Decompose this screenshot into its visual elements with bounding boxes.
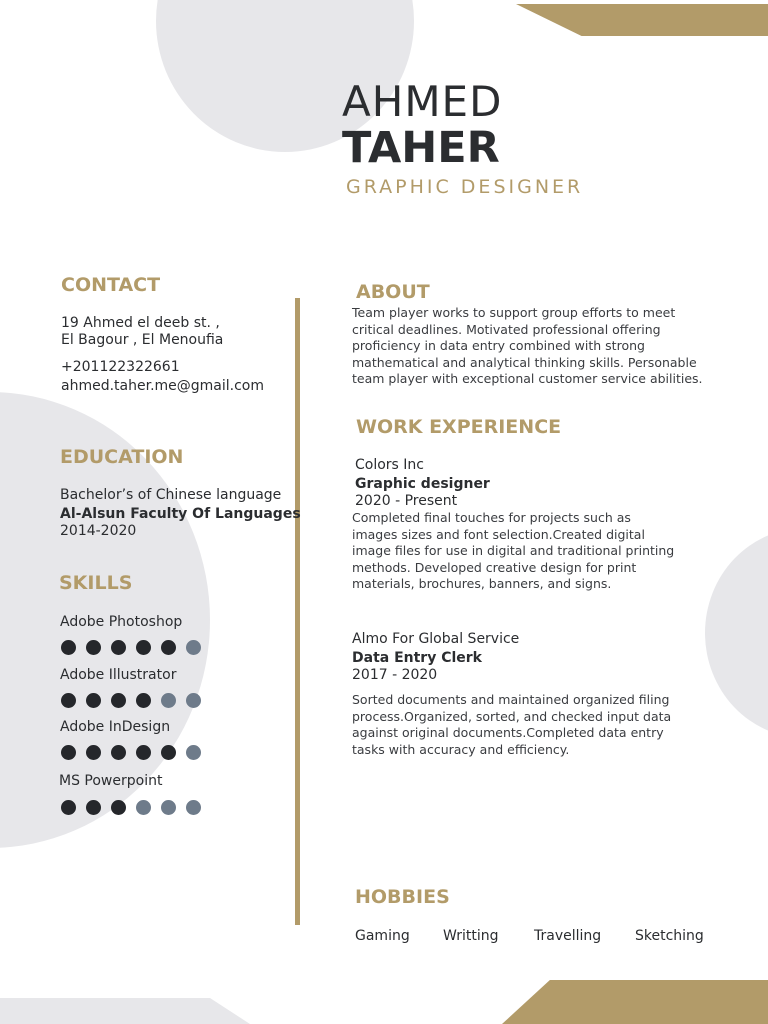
decor-gold-band-top [516,4,768,36]
skill-dot-filled [161,745,176,760]
skill-name: Adobe Photoshop [60,614,183,630]
about-heading: ABOUT [356,281,430,303]
skill-dot-empty [186,693,201,708]
job-description-line: images sizes and font selection.Created digital [352,526,645,542]
job-title: Graphic designer [355,476,490,492]
about-line: mathematical and analytical thinking skills. Personable [352,354,697,370]
work-heading: WORK EXPERIENCE [356,416,562,438]
address-line-2: El Bagour , El Menoufia [61,332,224,348]
job-description-line: tasks with accuracy and efficiency. [352,741,570,757]
job-description [352,692,732,758]
hobby-item: Writting [443,928,499,944]
skill-dot-filled [111,800,126,815]
hobby-item: Travelling [534,928,602,944]
skill-dot-empty [186,640,201,655]
contact-heading: CONTACT [61,274,161,296]
skill-dot-filled [111,693,126,708]
hobby-item: Sketching [635,928,704,944]
skill-dot-filled [61,693,76,708]
skill-dot-filled [111,640,126,655]
skill-dot-filled [61,800,76,815]
hobby-item: Gaming [355,928,410,944]
job-company: Almo For Global Service [352,631,520,647]
about-line: team player with exceptional customer service abilities. [352,371,703,387]
job-company: Colors Inc [355,457,424,473]
skill-dot-filled [61,640,76,655]
job-description-line: Completed final touches for projects such as [352,510,631,525]
skill-dot-filled [136,693,151,708]
job-description-line: image files for use in digital and traditional printing [352,543,675,559]
skill-rating [61,640,201,655]
about-line: critical deadlines. Motivated professional offering [352,321,661,337]
skill-dot-filled [136,745,151,760]
skill-name: Adobe Illustrator [60,667,177,683]
hobbies-heading: HOBBIES [355,886,450,908]
skill-dot-filled [61,745,76,760]
first-name: AHMED [342,77,503,126]
job-description-line: methods. Developed creative design for print [352,559,637,575]
about-line: proficiency in data entry combined with strong [352,338,645,354]
skill-dot-filled [86,640,101,655]
skill-rating [61,745,201,760]
skill-dot-empty [161,800,176,815]
job-description-line: materials, brochures, banners, and signs. [352,576,612,592]
job-description-line: process.Organized, sorted, and checked input data [352,708,672,724]
skill-dot-empty [186,800,201,815]
job-period: 2017 - 2020 [352,667,438,683]
skill-rating [61,693,201,708]
education-heading: EDUCATION [60,446,184,468]
skill-rating [61,800,201,815]
education-school: Al-Alsun Faculty Of Languages [60,506,301,522]
skill-dot-filled [136,640,151,655]
skill-dot-filled [86,800,101,815]
about-text [352,305,732,388]
skill-dot-empty [161,693,176,708]
job-period: 2020 - Present [355,493,458,509]
skill-dot-filled [161,640,176,655]
decor-gold-band-bottom [502,980,768,1024]
education-degree: Bachelor’s of Chinese language [60,487,282,503]
job-description [352,510,732,593]
address-line-1: 19 Ahmed el deeb st. , [61,315,220,331]
decor-grey-band-bottom [0,998,250,1024]
job-role: GRAPHIC DESIGNER [346,176,584,198]
last-name: TAHER [342,123,500,173]
job-description-line: against original documents.Completed data entry [352,725,664,741]
skill-name: MS Powerpoint [59,773,163,789]
column-divider [295,298,300,925]
skill-dot-empty [136,800,151,815]
skill-dot-empty [186,745,201,760]
job-description-line: Sorted documents and maintained organized filing [352,692,670,707]
education-years: 2014-2020 [60,523,137,539]
skill-dot-filled [86,745,101,760]
phone-number: +201122322661 [61,359,180,375]
skill-dot-filled [86,693,101,708]
email-address: ahmed.taher.me@gmail.com [61,378,264,394]
skill-dot-filled [111,745,126,760]
skill-name: Adobe InDesign [60,719,171,735]
about-line: Team player works to support group efforts to meet [352,305,676,320]
job-title: Data Entry Clerk [352,650,482,666]
skills-heading: SKILLS [59,572,133,594]
